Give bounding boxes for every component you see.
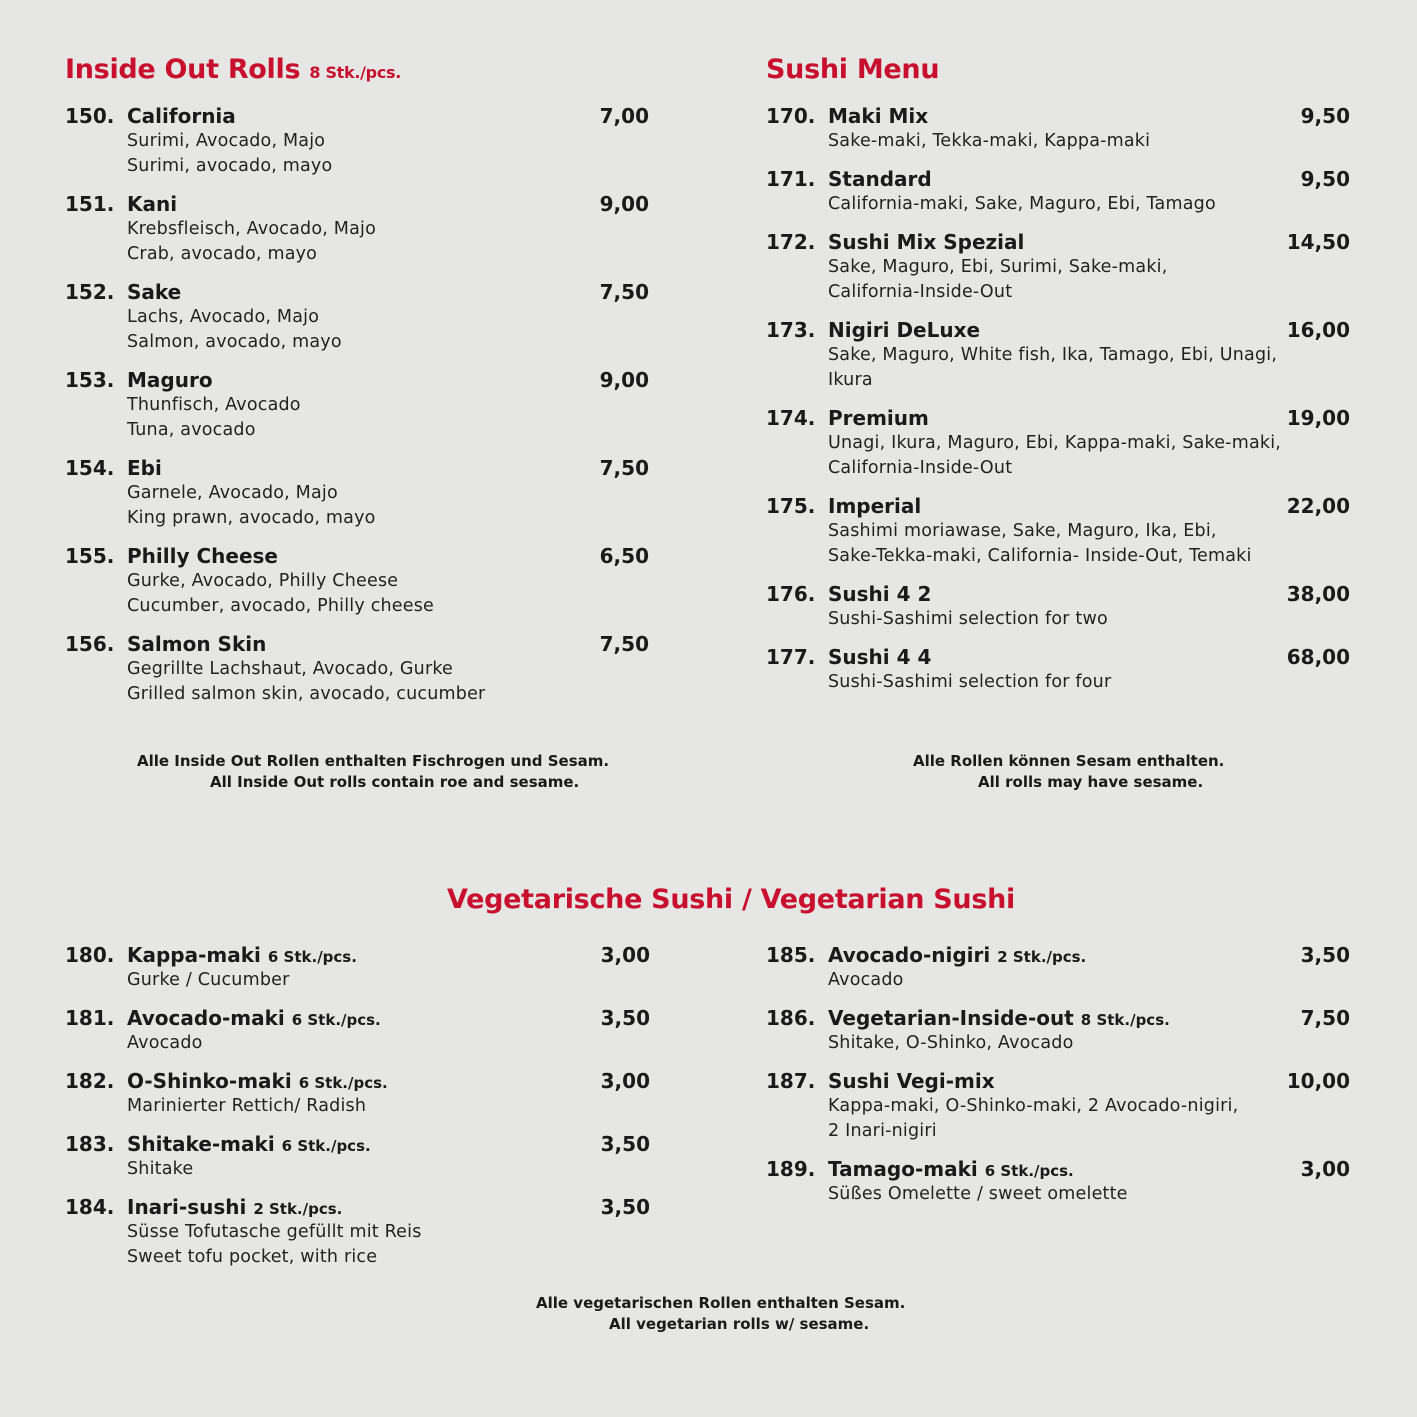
menu-item [65,1069,650,1119]
menu-item-name: O-Shinko-maki [127,1069,292,1093]
sushi-menu-list [766,104,1350,708]
menu-item-price: 19,00 [1286,406,1350,430]
menu-item-name: Nigiri DeLuxe [828,318,981,342]
menu-item-description: Sashimi moriawase, Sake, Maguro, Ika, Ebi, [828,521,1217,541]
menu-item [766,167,1350,217]
menu-item-description: Crab, avocado, mayo [127,244,318,264]
menu-item-quantity: 6 Stk./pcs. [291,1011,381,1029]
menu-item-header [65,632,649,657]
menu-item [766,943,1350,993]
menu-item [65,1195,650,1270]
menu-item-price: 3,50 [1300,943,1350,967]
menu-item-description: Sushi-Sashimi selection for two [828,609,1108,629]
menu-item [65,1132,650,1182]
menu-item [766,494,1350,569]
menu-item-description: Sake-maki, Tekka-maki, Kappa-maki [828,131,1151,151]
menu-item-name-wrap [828,230,1024,255]
menu-item-header [65,1195,650,1220]
menu-item-price: 14,50 [1286,230,1350,254]
menu-item-number: 177. [766,645,816,669]
menu-item-number: 171. [766,167,816,191]
menu-item-name-wrap [127,1006,381,1033]
menu-item-name-wrap [127,544,278,569]
menu-item-quantity: 6 Stk./pcs. [298,1074,388,1092]
menu-item-number: 173. [766,318,816,342]
menu-item-description: Sweet tofu pocket, with rice [127,1247,378,1267]
menu-item-name: Maki Mix [828,104,929,128]
menu-item-name: Shitake-maki [127,1132,275,1156]
menu-item-description: Grilled salmon skin, avocado, cucumber [127,684,486,704]
menu-item-quantity: 6 Stk./pcs. [281,1137,371,1155]
menu-item-name: Avocado-maki [127,1006,285,1030]
menu-item-header [65,192,649,217]
menu-item-number: 174. [766,406,816,430]
menu-item-header [65,544,649,569]
menu-item [65,368,649,443]
menu-item-name-wrap [127,943,357,970]
menu-item-name: Kani [127,192,178,216]
menu-item-name: Kappa-maki [127,943,261,967]
inside-out-note [137,751,609,793]
vegetarian-right-list [766,943,1350,1220]
menu-item [65,104,649,179]
menu-item-name-wrap [127,456,162,481]
menu-item-number: 180. [65,943,115,967]
menu-item-description: Krebsfleisch, Avocado, Majo [127,219,376,239]
menu-item-quantity: 2 Stk./pcs. [253,1200,343,1218]
menu-item-price: 3,50 [600,1195,650,1219]
menu-item-description: Surimi, avocado, mayo [127,156,333,176]
menu-item-price: 3,50 [600,1132,650,1156]
menu-item-name-wrap [828,406,929,431]
menu-item-description: Gegrillte Lachshaut, Avocado, Gurke [127,659,454,679]
menu-item-number: 183. [65,1132,115,1156]
menu-item-name: Sushi Mix Spezial [828,230,1025,254]
menu-item-name-wrap [828,645,931,670]
menu-item-price: 9,50 [1300,167,1350,191]
menu-item-number: 156. [65,632,115,656]
menu-item-description: Sake, Maguro, White fish, Ika, Tamago, Ebi, Unagi, [828,345,1278,365]
sushi-menu-title-text: Sushi Menu [766,54,940,85]
menu-item-name-wrap [127,1069,388,1096]
menu-item-description: Garnele, Avocado, Majo [127,483,338,503]
menu-item-description: Tuna, avocado [127,420,256,440]
menu-item-price: 7,50 [1300,1006,1350,1030]
menu-item-name: Salmon Skin [127,632,267,656]
menu-item-name: Avocado-nigiri [828,943,991,967]
menu-item-price: 7,00 [599,104,649,128]
sushi-menu-title [766,54,939,85]
menu-item-header [65,456,649,481]
menu-item-description: Kappa-maki, O-Shinko-maki, 2 Avocado-nigiri, [828,1096,1239,1116]
menu-item-name-wrap [828,104,928,129]
menu-item [65,943,650,993]
menu-item-header [65,1132,650,1157]
menu-item-price: 3,00 [600,943,650,967]
menu-item-description: Avocado [127,1033,203,1053]
menu-item-quantity: 6 Stk./pcs. [267,948,357,966]
menu-item-header [766,494,1350,519]
menu-item-name-wrap [828,167,932,192]
menu-item-description: Sake, Maguro, Ebi, Surimi, Sake-maki, [828,257,1168,277]
menu-item-description: Shitake [127,1159,194,1179]
menu-item-name: Sushi Vegi-mix [828,1069,995,1093]
menu-item-header [65,280,649,305]
menu-item-name: Sake [127,280,182,304]
menu-item-name: Philly Cheese [127,544,278,568]
menu-item [766,230,1350,305]
menu-item-quantity: 2 Stk./pcs. [997,948,1087,966]
menu-item-name: Sushi 4 2 [828,582,932,606]
menu-item [766,318,1350,393]
menu-item [766,406,1350,481]
menu-item [766,582,1350,632]
menu-item-header [65,1069,650,1094]
menu-item-price: 7,50 [599,280,649,304]
menu-item-description: Shitake, O-Shinko, Avocado [828,1033,1074,1053]
menu-item-name-wrap [127,368,213,393]
sushi-menu-note-en: All rolls may have sesame. [978,773,1204,791]
inside-out-note-de: Alle Inside Out Rollen enthalten Fischrogen und Sesam. [137,752,610,770]
menu-item-header [766,406,1350,431]
menu-item [766,645,1350,695]
menu-item-price: 6,50 [599,544,649,568]
menu-item-price: 9,00 [599,368,649,392]
menu-item-header [766,104,1350,129]
menu-item-number: 172. [766,230,816,254]
menu-item [766,104,1350,154]
menu-item-price: 9,50 [1300,104,1350,128]
menu-item-name-wrap [127,632,266,657]
menu-item-header [766,1006,1350,1031]
menu-item-number: 152. [65,280,115,304]
sushi-menu-note [913,751,1224,793]
menu-item-name-wrap [127,280,181,305]
menu-item-number: 176. [766,582,816,606]
menu-item-number: 189. [766,1157,816,1181]
menu-item-price: 7,50 [599,632,649,656]
menu-item-description: Süßes Omelette / sweet omelette [828,1184,1128,1204]
menu-item-price: 3,00 [600,1069,650,1093]
menu-item-name-wrap [828,1006,1170,1033]
menu-item-name-wrap [828,1157,1074,1184]
menu-item-description: King prawn, avocado, mayo [127,508,376,528]
menu-item-description: Gurke, Avocado, Philly Cheese [127,571,399,591]
menu-item-header [65,104,649,129]
menu-item-header [766,167,1350,192]
menu-item-name: Premium [828,406,929,430]
menu-item-name: Inari-sushi [127,1195,247,1219]
vegetarian-title [447,884,1015,915]
menu-item-quantity: 6 Stk./pcs. [984,1162,1074,1180]
vegetarian-title-text: Vegetarische Sushi / Vegetarian Sushi [447,884,1015,915]
menu-item-description: Avocado [828,970,904,990]
menu-item-number: 184. [65,1195,115,1219]
menu-item-description: California-Inside-Out [828,282,1013,302]
menu-item [65,456,649,531]
menu-item-description: Thunfisch, Avocado [127,395,301,415]
menu-item-header [65,368,649,393]
menu-item-name: Maguro [127,368,213,392]
menu-item-name-wrap [828,943,1086,970]
menu-item-name-wrap [127,192,177,217]
menu-item-description: Süsse Tofutasche gefüllt mit Reis [127,1222,422,1242]
menu-item-header [766,582,1350,607]
menu-item-name: Ebi [127,456,162,480]
menu-item [766,1069,1350,1144]
menu-item-name-wrap [828,318,980,343]
vegetarian-note-en: All vegetarian rolls w/ sesame. [609,1315,870,1333]
menu-item-number: 186. [766,1006,816,1030]
menu-item-price: 7,50 [599,456,649,480]
menu-item-header [766,1157,1350,1182]
menu-item-price: 9,00 [599,192,649,216]
menu-item-description: California-maki, Sake, Maguro, Ebi, Tamago [828,194,1216,214]
inside-out-unit: 8 Stk./pcs. [309,63,402,82]
menu-item-number: 182. [65,1069,115,1093]
menu-item-description: Ikura [828,370,873,390]
menu-item-name: Vegetarian-Inside-out [828,1006,1074,1030]
menu-item-name-wrap [828,1069,995,1094]
menu-item-name-wrap [127,104,236,129]
menu-item-name: Tamago-maki [828,1157,978,1181]
menu-item [65,280,649,355]
menu-item-price: 68,00 [1286,645,1350,669]
menu-item-number: 181. [65,1006,115,1030]
menu-item-price: 22,00 [1286,494,1350,518]
menu-item-name: Sushi 4 4 [828,645,932,669]
menu-item [65,544,649,619]
menu-item-number: 175. [766,494,816,518]
menu-item-name: California [127,104,236,128]
menu-item-header [766,318,1350,343]
menu-item-name: Imperial [828,494,922,518]
vegetarian-note-de: Alle vegetarischen Rollen enthalten Sesam. [536,1294,906,1312]
menu-item-name-wrap [127,1132,371,1159]
menu-item-number: 187. [766,1069,816,1093]
menu-item-quantity: 8 Stk./pcs. [1080,1011,1170,1029]
menu-item [65,1006,650,1056]
menu-item-number: 150. [65,104,115,128]
menu-item-header [766,645,1350,670]
menu-item-number: 151. [65,192,115,216]
inside-out-title-text: Inside Out Rolls [65,54,301,85]
menu-item-name-wrap [828,494,921,519]
menu-item-number: 170. [766,104,816,128]
menu-item-description: Cucumber, avocado, Philly cheese [127,596,435,616]
menu-item-description: Sushi-Sashimi selection for four [828,672,1112,692]
menu-item-description: Salmon, avocado, mayo [127,332,342,352]
menu-item-description: Gurke / Cucumber [127,970,290,990]
menu-item-description: California-Inside-Out [828,458,1013,478]
menu-item-header [766,230,1350,255]
menu-item-name-wrap [828,582,931,607]
menu-item-name-wrap [127,1195,342,1222]
menu-item [766,1157,1350,1207]
menu-item-price: 16,00 [1286,318,1350,342]
menu-item-price: 3,50 [600,1006,650,1030]
menu-item [766,1006,1350,1056]
menu-item-description: Unagi, Ikura, Maguro, Ebi, Kappa-maki, Sake-maki, [828,433,1282,453]
menu-item-price: 3,00 [1300,1157,1350,1181]
inside-out-list [65,104,649,720]
menu-item [65,632,649,707]
menu-item-name: Standard [828,167,932,191]
menu-item [65,192,649,267]
menu-item-header [766,943,1350,968]
menu-item-price: 38,00 [1286,582,1350,606]
menu-item-description: Marinierter Rettich/ Radish [127,1096,367,1116]
inside-out-title [65,54,401,85]
menu-item-number: 185. [766,943,816,967]
menu-item-description: 2 Inari-nigiri [828,1121,937,1141]
menu-item-header [766,1069,1350,1094]
sushi-menu-note-de: Alle Rollen können Sesam enthalten. [913,752,1225,770]
inside-out-note-en: All Inside Out rolls contain roe and sesame. [210,773,580,791]
menu-item-description: Surimi, Avocado, Majo [127,131,326,151]
vegetarian-note [536,1293,905,1335]
menu-item-number: 155. [65,544,115,568]
menu-item-description: Sake-Tekka-maki, California- Inside-Out, Temaki [828,546,1252,566]
vegetarian-left-list [65,943,650,1283]
menu-item-header [65,1006,650,1031]
menu-item-header [65,943,650,968]
menu-item-number: 154. [65,456,115,480]
menu-item-price: 10,00 [1286,1069,1350,1093]
menu-item-number: 153. [65,368,115,392]
menu-item-description: Lachs, Avocado, Majo [127,307,320,327]
